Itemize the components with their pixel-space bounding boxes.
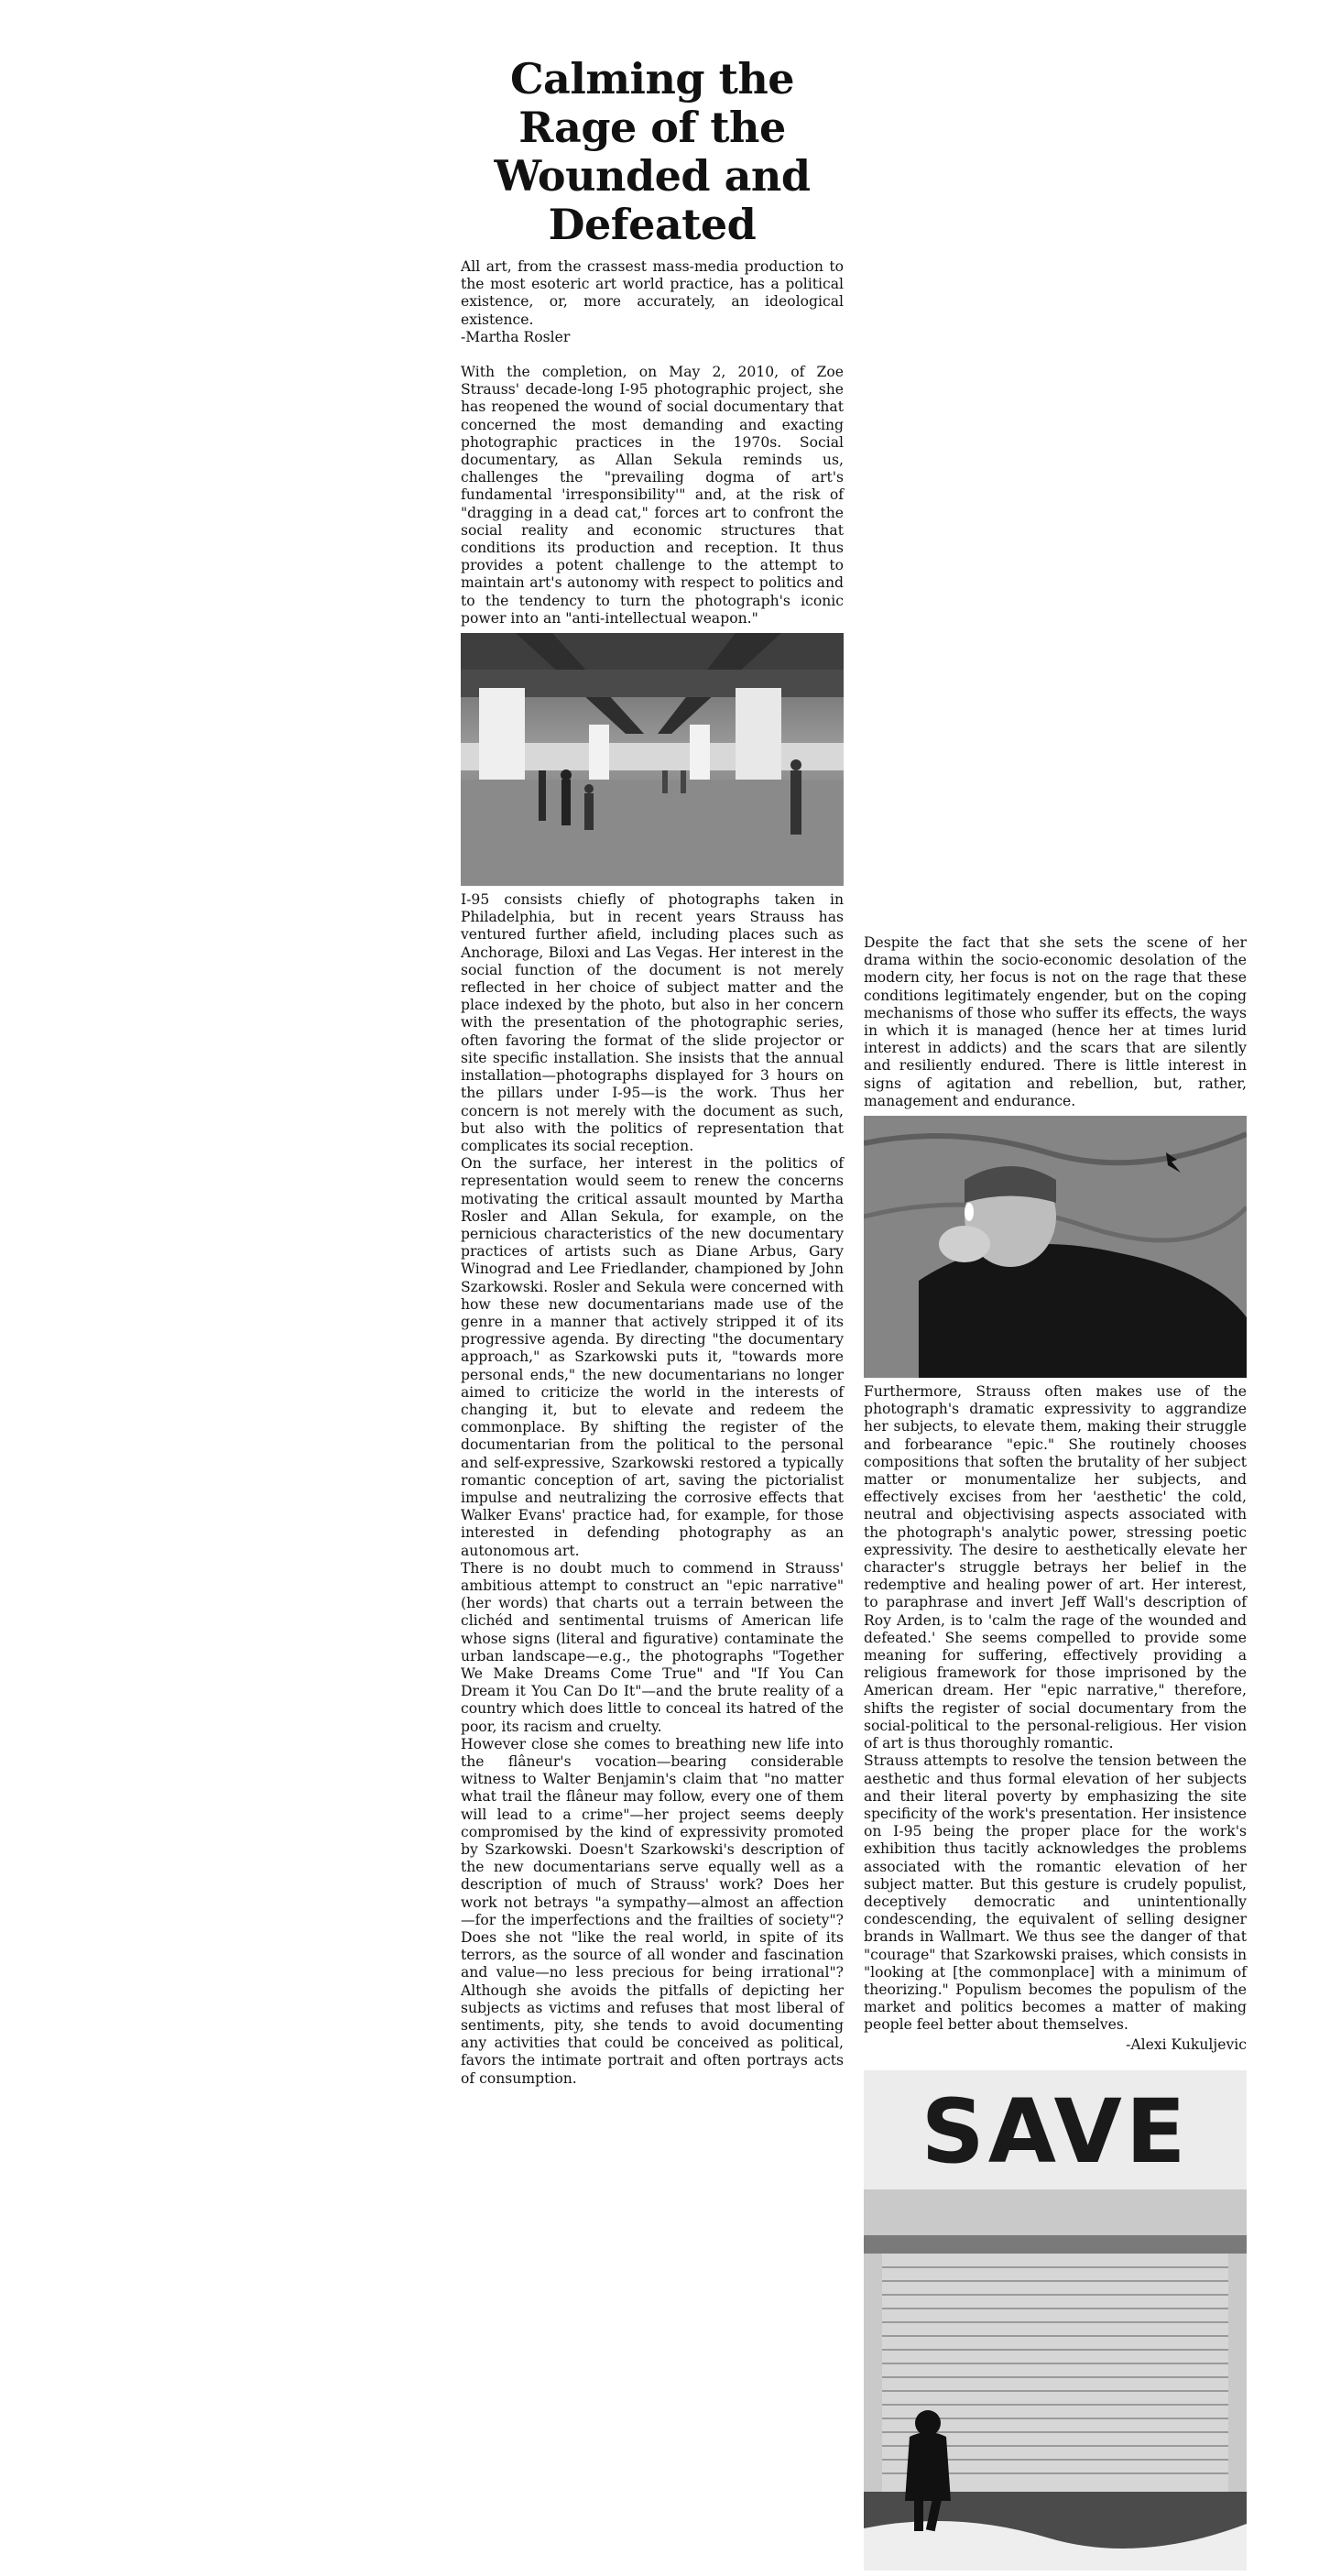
paragraph-2: I-95 consists chiefly of photographs taken in Philadelphia, but in recent years Strauss has ventured further afield, including places such as Anchorage, Biloxi and Las Vegas. Her interest in the social function of the document is not merely reflected in her choice of subject matter and the place indexed by the photo, but also in her concern with the presentation of the photographic series, often favoring the format of the slide projector or site specific installation. She insists that the annual installation—photographs displayed for 3 hours on the pillars under I-95—is the work. Thus her concern is not merely with the document as such, but also with the politics of representation that complicates its social reception. xyxy=(461,891,844,1154)
save-sign-text: SAVE xyxy=(921,2079,1190,2183)
paragraph-1: With the completion, on May 2, 2010, of Zoe Strauss' decade-long I-95 photographic project, she has reopened the wound of social documentary that concerned the most demanding and exacting photographic practices in the 1970s. Social documentary, as Allan Sekula reminds us, challenges the "prevailing dogma of art's fundamental 'irresponsibility'" and, at the risk of "dragging in a dead cat," forces art to confront the social reality and economic structures that conditions its production and reception. It thus provides a potent challenge to the attempt to maintain art's autonomy with respect to politics and to the tendency to turn the photograph's iconic power into an "anti-intellectual weapon." xyxy=(461,364,844,627)
paragraph-7: Furthermore, Strauss often makes use of the photograph's dramatic expressivity to aggrandize her subjects, to elevate them, making their struggle and forbearance "epic." She routinely chooses compositions that soften the brutality of her subject matter or monumentalize her subjects, and effectively excises from her 'aesthetic' the cold, neutral and objectivising aspects associated with the photograph's analytic power, stressing poetic expressivity. The desire to aesthetically elevate her character's struggle betrays her belief in the redemptive and healing power of art. Her interest, to paraphrase and invert Jeff Wall's description of Roy Arden, is to 'calm the rage of the wounded and defeated.' She seems compelled to provide some meaning for suffering, effectively providing a religious framework for those imprisoned by the American dream. Her "epic narrative," therefore, shifts the register of social documentary from the social-political to the personal-religious. Her vision of art is thus thoroughly romantic. xyxy=(864,1383,1247,1752)
epigraph: All art, from the crassest mass-media production to the most esoteric art world practice, has a political existence, or, more accurately, an ideological existence. xyxy=(461,258,844,328)
left-column xyxy=(461,55,844,2088)
paragraph-4: There is no doubt much to commend in Strauss' ambitious attempt to construct an "epic narrative" (her words) that charts out a terrain between the clichéd and sentimental truisms of American life whose signs (literal and figurative) contaminate the urban landscape—e.g., the photographs "Together We Make Dreams Come True" and "If You Can Dream it You Can Do It"—and the brute reality of a country which does little to conceal its hatred of the poor, its racism and cruelty. xyxy=(461,1559,844,1735)
paragraph-6: Despite the fact that she sets the scene of her drama within the socio-economic desolation of the modern city, her focus is not on the rage that these conditions legitimately engender, but on the coping mechanisms of those who suffer its effects, the ways in which it is managed (hence her at times lurid interest in addicts) and the scars that are silently and resiliently endured. There is little interest in signs of agitation and rebellion, but, rather, management and endurance. xyxy=(864,934,1247,1109)
paragraph-5: However close she comes to breathing new life into the flâneur's vocation—bearing considerable witness to Walter Benjamin's claim that "no matter what trail the flâneur may follow, every one of them will lead to a crime"—her project seems deeply compromised by the kind of expressivity promoted by Szarkowski. Doesn't Szarkowski's description of the new documentarians serve equally well as a description of much of Strauss' work? Does her work not betrays "a sympathy—almost an affection—for the imperfections and the frailties of society"? Does she not "like the real world, in spite of its terrors, as the source of all wonder and fascination and value—no less precious for being irrational"? Although she avoids the pitfalls of depicting her subjects as victims and refuses that most liberal of sentiments, pity, she tends to avoid documenting any activities that could be conceived as political, favors the intimate portrait and often portrays acts of consumption. xyxy=(461,1735,844,2087)
epigraph-attribution: -Martha Rosler xyxy=(461,328,571,345)
photo-woman-lighter xyxy=(864,1116,1247,1378)
photo-underpass xyxy=(461,633,844,886)
paragraph-8: Strauss attempts to resolve the tension between the aesthetic and thus formal elevation of her subjects and their literal poverty by emphasizing the site specificity of the work's presentation. Her insistence on I-95 being the proper place for the work's exhibition thus tacitly acknowledges the problems associated with the romantic elevation of her subject matter. But this gesture is crudely populist, deceptively democratic and unintentionally condescending, the equivalent of selling designer brands in Wallmart. We thus see the danger of that "courage" that Szarkowski praises, which consists in "looking at [the commonplace] with a minimum of theorizing." Populism becomes the populism of the market and politics becomes a matter of making people feel better about themselves. xyxy=(864,1752,1247,2034)
right-column xyxy=(864,934,1247,2576)
paragraph-3: On the surface, her interest in the politics of representation would seem to renew the concerns motivating the critical assault mounted by Martha Rosler and Allan Sekula, for example, on the pernicious characteristics of the new documentary practices of artists such as Diane Arbus, Gary Winograd and Lee Friedlander, championed by John Szarkowski. Rosler and Sekula were concerned with how these new documentarians made use of the genre in a manner that actively stripped it of its progressive agenda. By directing "the documentary approach," as Szarkowski puts it, "towards more personal ends," the new documentarians no longer aimed to criticize the world in the interests of changing it, but to elevate and redeem the commonplace. By shifting the register of the documentarian from the political to the personal and self-expressive, Szarkowski restored a typically romantic conception of art, saving the pictorialist impulse and neutralizing the corrosive effects that Walker Evans' practice had, for example, for those interested in defending photography as an autonomous art. xyxy=(461,1155,844,1559)
photo-save-storefront xyxy=(864,2070,1247,2571)
article-title: Calming the Rage of the Wounded and Defeated xyxy=(494,54,811,249)
article-signature: -Alexi Kukuljevic xyxy=(1126,2036,1247,2053)
